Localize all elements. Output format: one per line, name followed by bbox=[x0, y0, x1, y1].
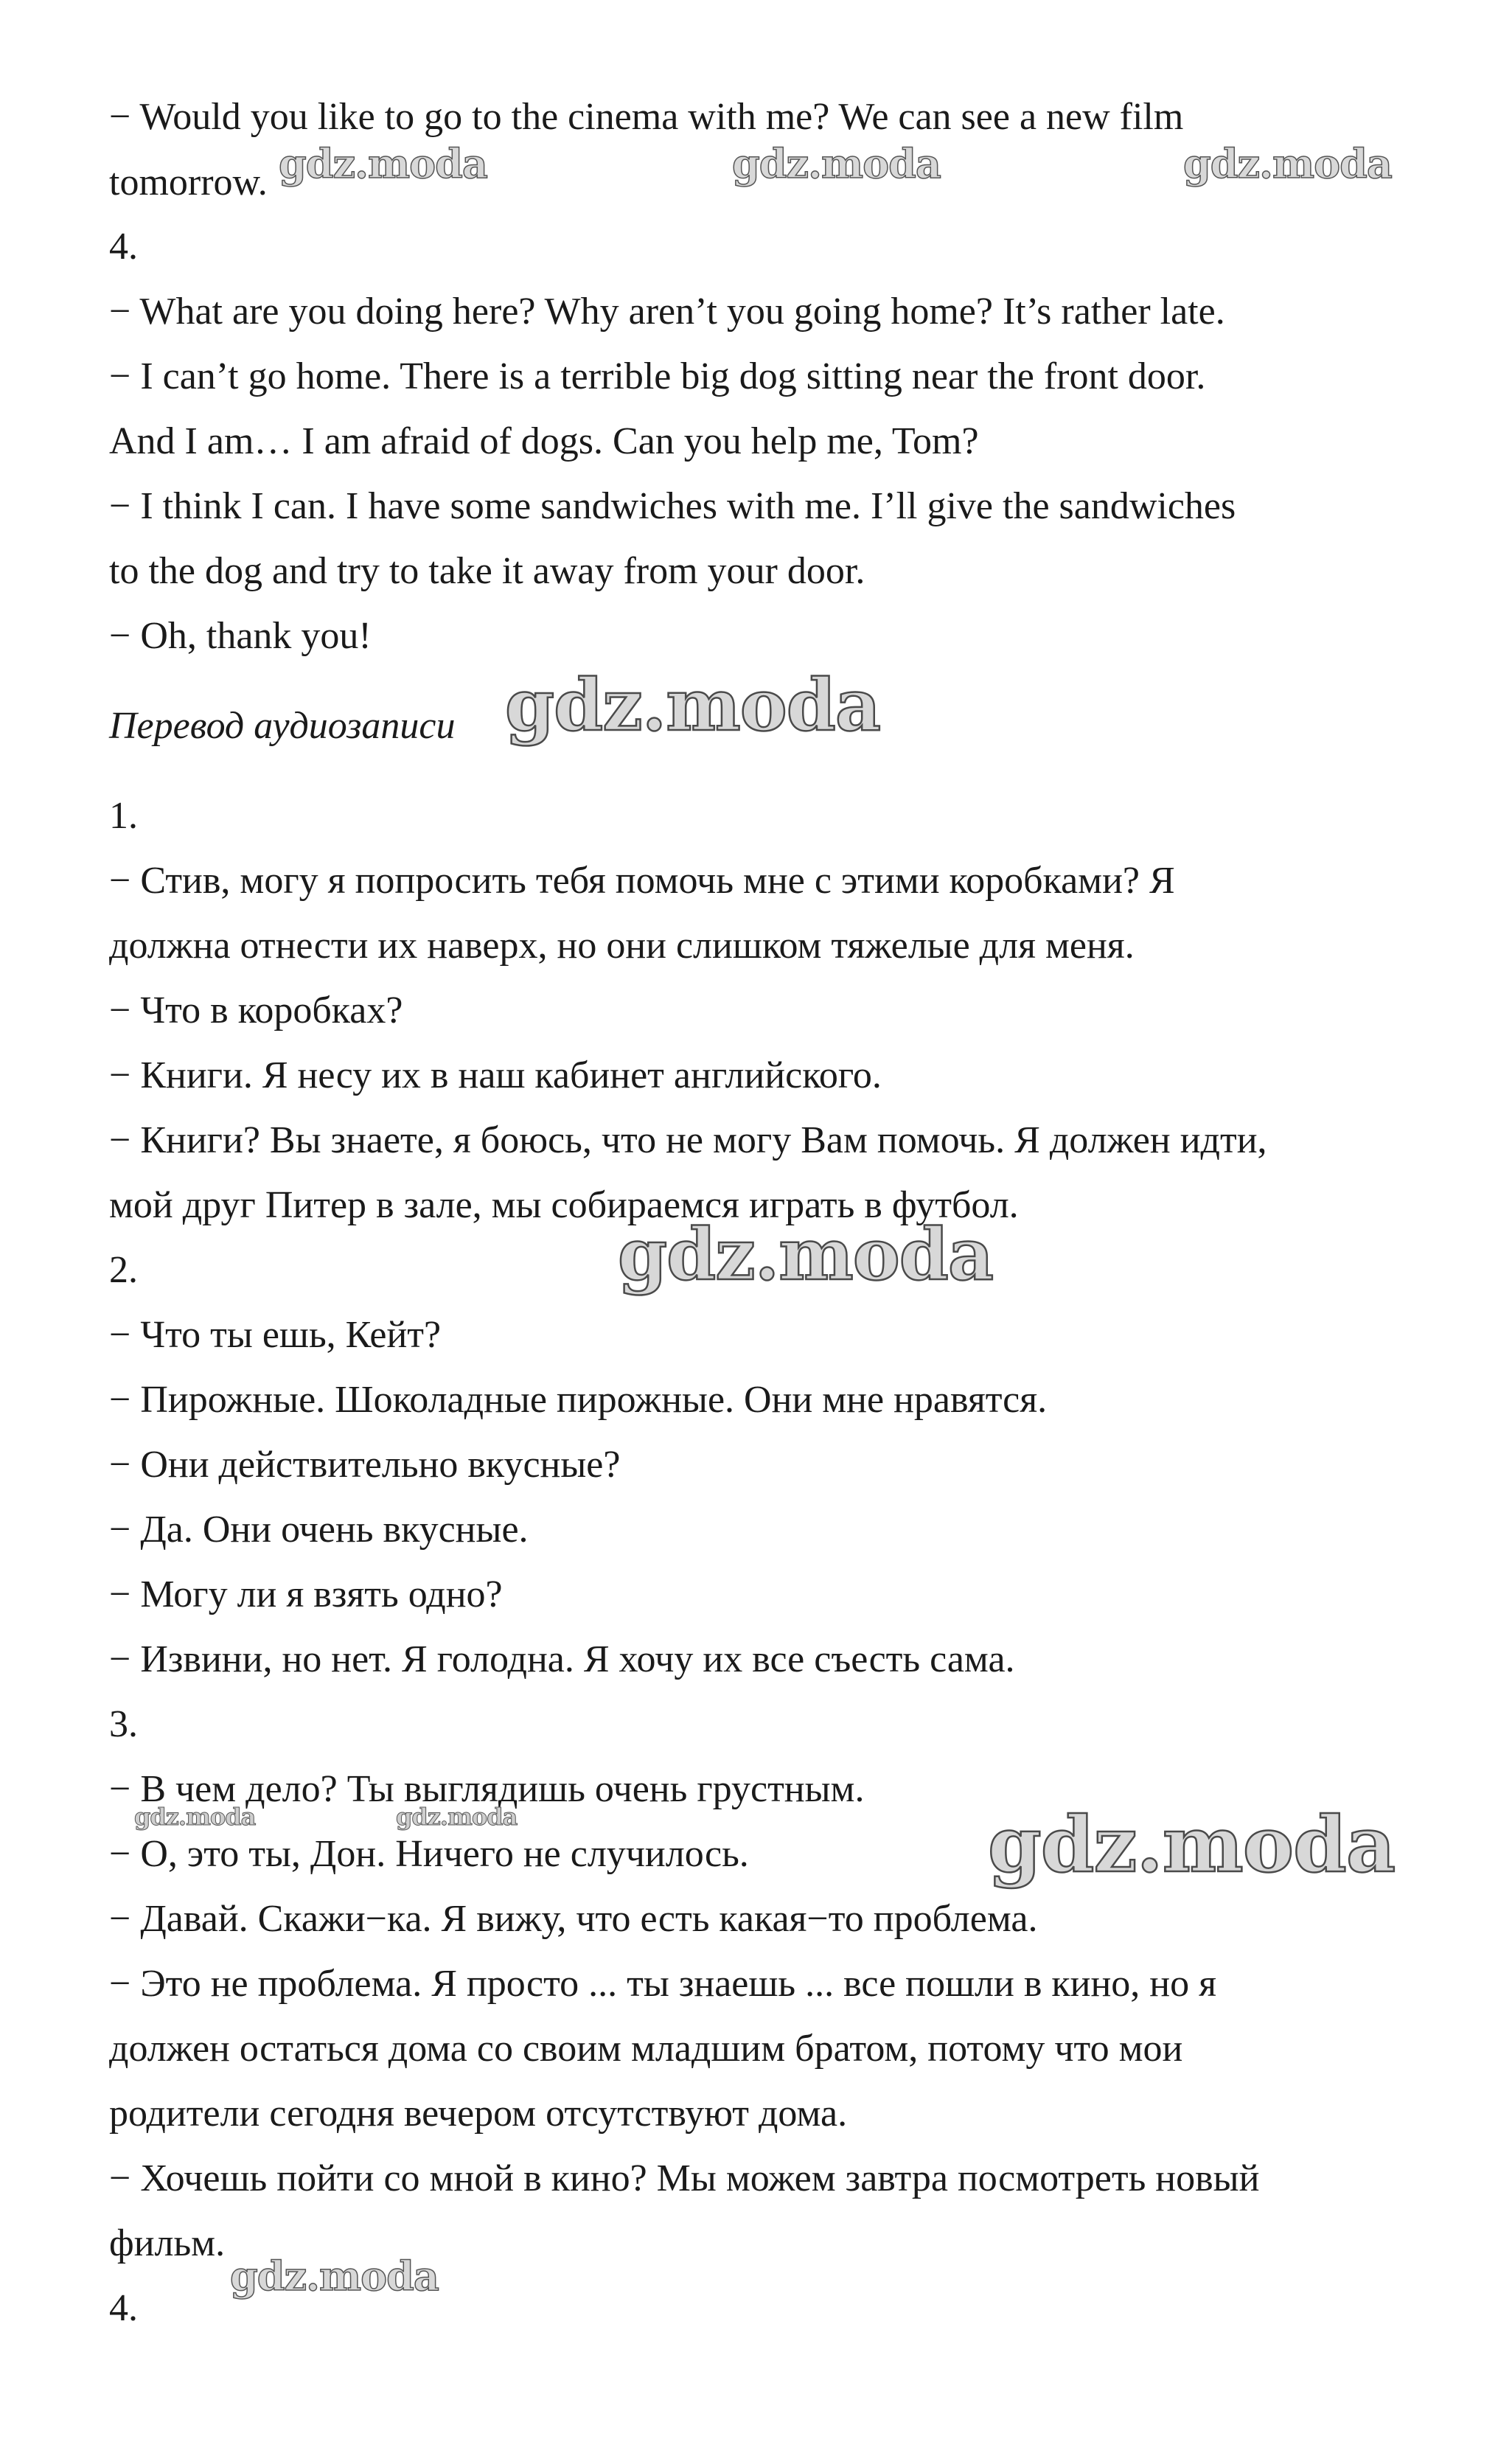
watermark: gdz.moda bbox=[1183, 140, 1392, 187]
text-line: − Oh, thank you! bbox=[109, 615, 372, 657]
watermark: gdz.moda bbox=[505, 664, 881, 747]
section-heading: Перевод аудиозаписи bbox=[109, 705, 456, 747]
text-line: − Это не проблема. Я просто ... ты знаешь ... все пошли в кино, но я bbox=[109, 1963, 1217, 2005]
text-line: − Хочешь пойти со мной в кино? Мы можем завтра посмотреть новый bbox=[109, 2157, 1260, 2199]
text-line: должна отнести их наверх, но они слишком тяжелые для меня. bbox=[109, 925, 1135, 967]
text-line: − I can’t go home. There is a terrible big dog sitting near the front door. bbox=[109, 355, 1206, 397]
text-line: родители сегодня вечером отсутствуют дома. bbox=[109, 2093, 848, 2135]
text-line: − Что ты ешь, Кейт? bbox=[109, 1314, 442, 1356]
text-line: And I am… I am afraid of dogs. Can you help me, Tom? bbox=[109, 420, 979, 462]
text-line: − Would you like to go to the cinema with me? We can see a new film bbox=[109, 96, 1184, 138]
watermark: gdz.moda bbox=[279, 140, 487, 187]
text-line: − Книги? Вы знаете, я боюсь, что не могу Вам помочь. Я должен идти, bbox=[109, 1119, 1267, 1161]
watermark: gdz.moda bbox=[732, 140, 941, 187]
text-line: − Стив, могу я попросить тебя помочь мне с этими коробками? Я bbox=[109, 860, 1175, 902]
watermark: gdz.moda bbox=[134, 1803, 256, 1831]
text-line: − Могу ли я взять одно? bbox=[109, 1573, 503, 1615]
text-line: − Давай. Скажи−ка. Я вижу, что есть какая−то проблема. bbox=[109, 1898, 1038, 1940]
text-line: − Они действительно вкусные? bbox=[109, 1444, 621, 1486]
text-line: должен остаться дома со своим младшим братом, потому что мои bbox=[109, 2028, 1183, 2070]
text-line: 1. bbox=[109, 795, 138, 837]
text-line: tomorrow. bbox=[109, 161, 268, 204]
watermark: gdz.moda bbox=[396, 1803, 518, 1831]
text-line: фильм. bbox=[109, 2222, 226, 2264]
text-line: − О, это ты, Дон. Ничего не случилось. bbox=[109, 1833, 749, 1875]
watermark: gdz.moda bbox=[230, 2253, 439, 2300]
text-line: − Книги. Я несу их в наш кабинет английского. bbox=[109, 1054, 882, 1096]
text-line: − Извини, но нет. Я голодна. Я хочу их все съесть сама. bbox=[109, 1638, 1015, 1680]
watermark: gdz.moda bbox=[618, 1213, 994, 1296]
text-line: − Да. Они очень вкусные. bbox=[109, 1509, 529, 1551]
text-line: 4. bbox=[109, 226, 138, 268]
text-line: 4. bbox=[109, 2287, 138, 2329]
text-line: 2. bbox=[109, 1249, 138, 1291]
text-line: 3. bbox=[109, 1703, 138, 1745]
text-line: − Пирожные. Шоколадные пирожные. Они мне нравятся. bbox=[109, 1379, 1048, 1421]
text-line: − What are you doing here? Why aren’t you going home? It’s rather late. bbox=[109, 291, 1225, 333]
text-line: − I think I can. I have some sandwiches with me. I’ll give the sandwiches bbox=[109, 485, 1236, 527]
text-line: − Что в коробках? bbox=[109, 989, 403, 1032]
text-line: to the dog and try to take it away from your door. bbox=[109, 550, 865, 592]
text-line: − В чем дело? Ты выглядишь очень грустным. bbox=[109, 1768, 865, 1810]
text-line: мой друг Питер в зале, мы собираемся играть в футбол. bbox=[109, 1184, 1019, 1226]
watermark: gdz.moda bbox=[988, 1799, 1396, 1890]
